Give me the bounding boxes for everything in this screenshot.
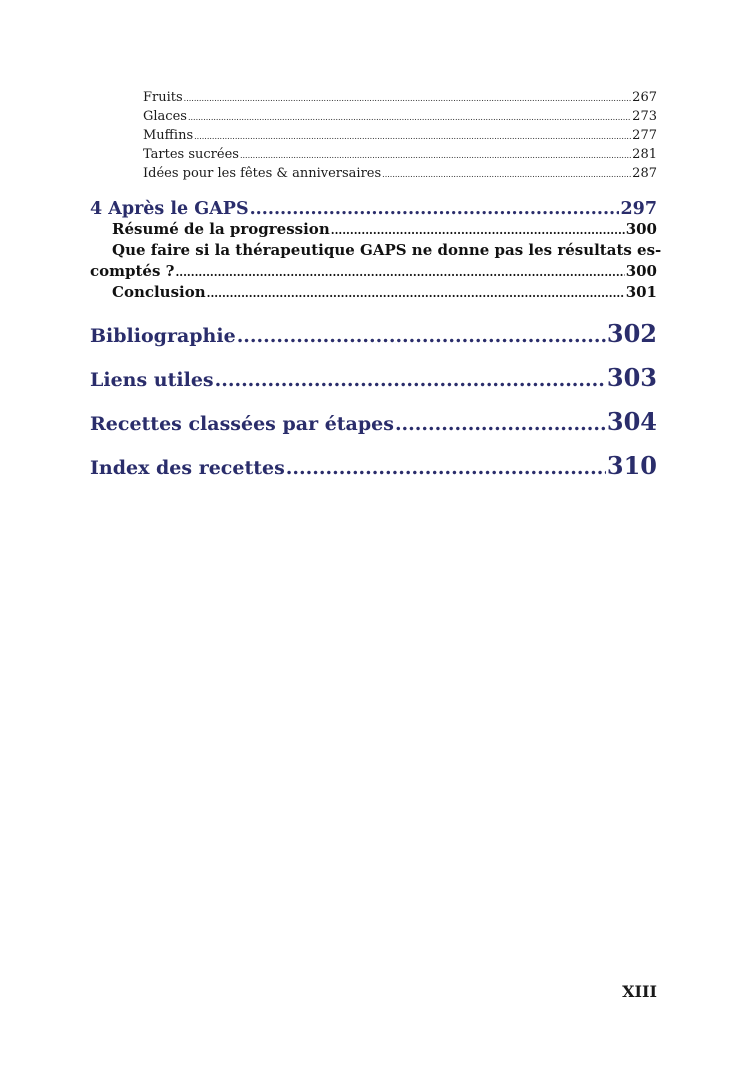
toc-entry-page: 277 (632, 128, 657, 143)
toc-leader (194, 127, 631, 146)
toc-entry[interactable] (143, 88, 657, 108)
toc-part-page: 302 (606, 319, 657, 348)
toc-leader (175, 262, 624, 283)
toc-part-entry[interactable] (90, 364, 657, 394)
toc-entry[interactable] (143, 126, 657, 146)
toc-section-title: Conclusion (112, 283, 206, 301)
toc-entry-page: 273 (632, 109, 657, 124)
toc-leader (250, 198, 620, 220)
toc-leader (286, 454, 606, 482)
toc-part-page: 310 (606, 451, 657, 480)
toc-chapter-entry[interactable] (90, 198, 657, 220)
toc-section-entry[interactable] (112, 282, 657, 304)
toc-section-entry[interactable] (90, 261, 657, 283)
toc-leader (382, 165, 631, 184)
toc-leader (237, 322, 606, 350)
toc-part-page: 303 (606, 363, 657, 392)
toc-section-page: 301 (625, 283, 657, 301)
toc-entry-title: Tartes sucrées (143, 147, 239, 162)
toc-section-page: 300 (625, 220, 657, 238)
toc-section-entry[interactable] (112, 219, 657, 241)
toc-part-title: Liens utiles (90, 369, 214, 391)
toc-entry-page: 287 (632, 166, 657, 181)
toc-leader (331, 220, 625, 241)
toc-entry-title: Idées pour les fêtes & anniversaires (143, 166, 382, 181)
toc-part-title: Recettes classées par étapes (90, 413, 394, 435)
toc-section-title-line1[interactable]: Que faire si la thérapeutique GAPS ne donne pas les résultats es- (112, 241, 662, 259)
toc-leader (188, 108, 631, 127)
toc-chapter-title: 4 Après le GAPS (90, 199, 249, 219)
toc-section-page: 300 (625, 262, 657, 280)
toc-entry-title: Glaces (143, 109, 187, 124)
toc-leader (207, 283, 625, 304)
toc-chapter-page: 297 (620, 199, 657, 219)
toc-leader (215, 366, 606, 394)
toc-part-page: 304 (606, 407, 657, 436)
toc-part-title: Bibliographie (90, 325, 236, 347)
toc-section-title-line2: comptés ? (90, 262, 175, 280)
toc-leader (240, 146, 631, 165)
toc-part-entry[interactable] (90, 320, 657, 350)
toc-part-entry[interactable] (90, 408, 657, 438)
toc-section-title: Résumé de la progression (112, 220, 330, 238)
toc-part-entry[interactable] (90, 452, 657, 482)
toc-part-title: Index des recettes (90, 457, 285, 479)
page-number: XIII (622, 982, 657, 1001)
toc-entry-title: Fruits (143, 90, 183, 105)
toc-leader (395, 410, 606, 438)
toc-entry-page: 267 (632, 90, 657, 105)
toc-entry-title: Muffins (143, 128, 194, 143)
toc-entry-page: 281 (632, 147, 657, 162)
toc-entry[interactable] (143, 145, 657, 165)
toc-leader (184, 89, 632, 108)
toc-entry[interactable] (143, 107, 657, 127)
toc-entry[interactable] (143, 164, 657, 184)
